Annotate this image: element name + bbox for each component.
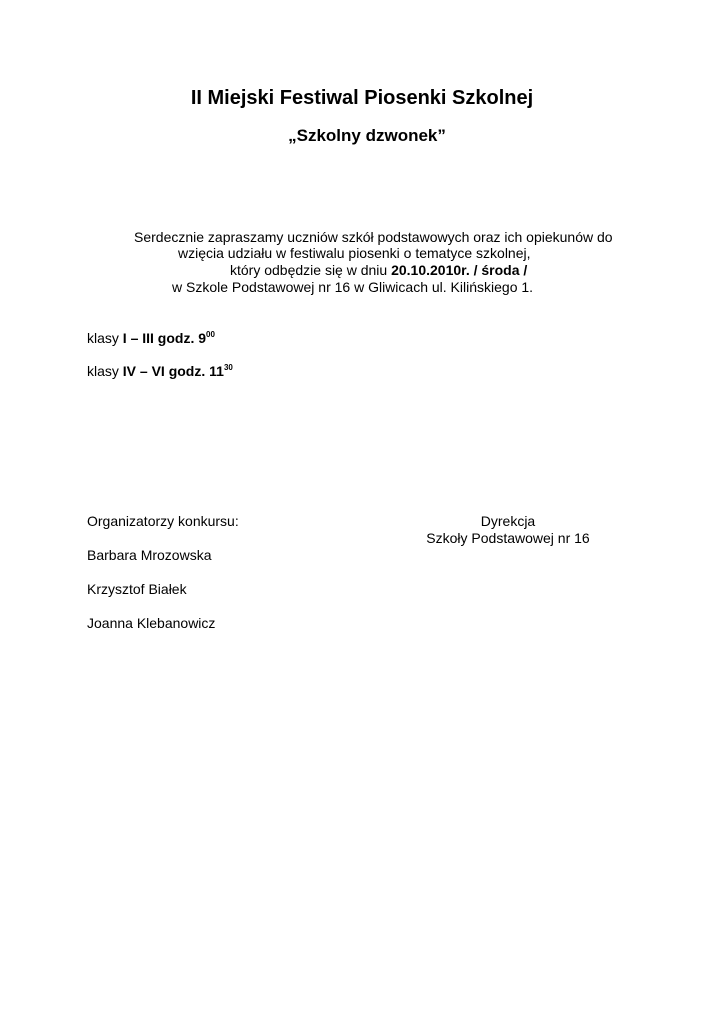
schedule-item-2 (87, 363, 233, 380)
invitation-line-4: w Szkole Podstawowej nr 16 w Gliwicach ul. Kilińskiego 1. (172, 279, 534, 295)
invitation-line-3 (230, 262, 527, 279)
schedule-classes-time: IV – VI godz. 11 (122, 363, 224, 379)
document-title: II Miejski Festiwal Piosenki Szkolnej (190, 87, 534, 109)
management-line-2: Szkoły Podstawowej nr 16 (426, 530, 590, 546)
organizer-name: Joanna Klebanowicz (87, 615, 216, 631)
organizer-name: Krzysztof Białek (87, 581, 187, 597)
schedule-item-1 (87, 330, 215, 347)
event-date: 20.10.2010r. / środa / (391, 262, 528, 278)
document-subtitle: „Szkolny dzwonek” (288, 126, 446, 145)
schedule-minutes: 30 (223, 363, 233, 372)
invitation-line-2: wzięcia udziału w festiwalu piosenki o tematyce szkolnej, (178, 245, 531, 261)
organizers-heading: Organizatorzy konkursu: (87, 513, 239, 529)
management-line-1: Dyrekcja (480, 513, 536, 529)
schedule-prefix: klasy (87, 330, 123, 346)
invitation-line-1: Serdecznie zapraszamy uczniów szkół podstawowych oraz ich opiekunów do (134, 229, 613, 245)
organizer-name: Barbara Mrozowska (87, 547, 212, 563)
schedule-prefix: klasy (87, 363, 123, 379)
invitation-line-3-text: który odbędzie się w dniu (230, 262, 392, 278)
schedule-classes-time: I – III godz. 9 (122, 330, 207, 346)
schedule-minutes: 00 (206, 330, 215, 339)
